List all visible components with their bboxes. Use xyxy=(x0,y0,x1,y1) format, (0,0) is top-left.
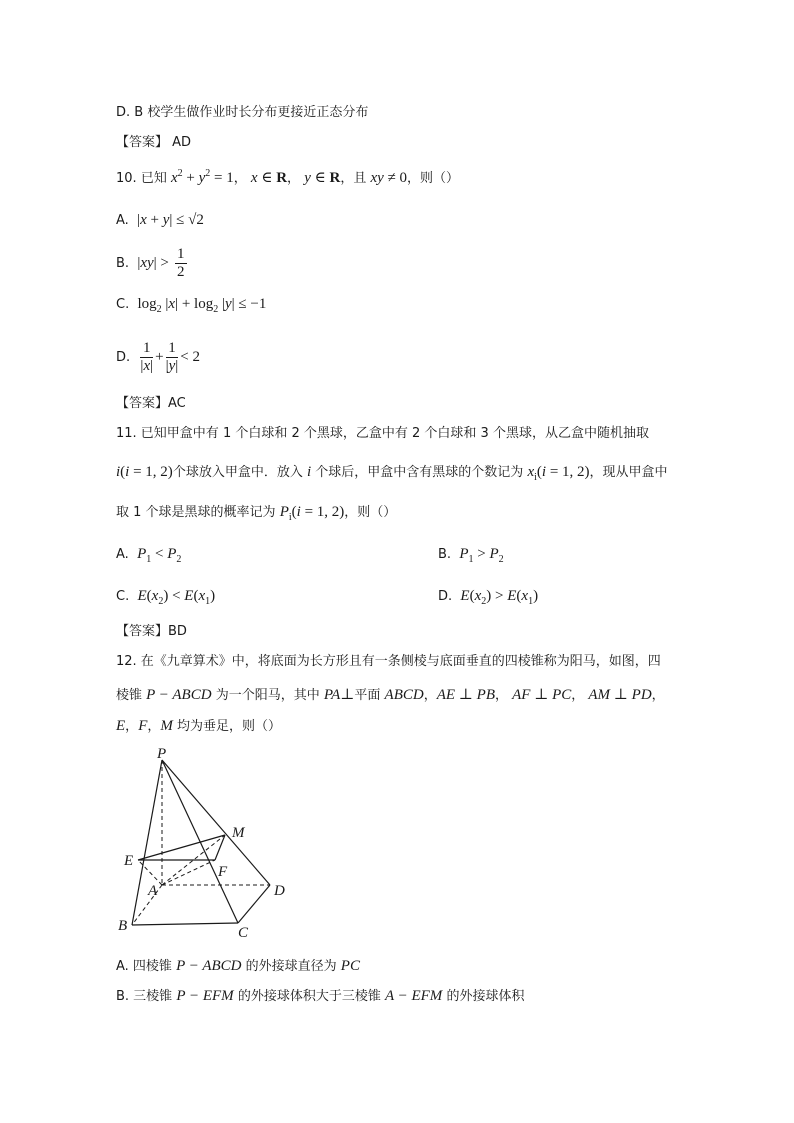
q11-option-b: B. $P_1 > P_2$ xyxy=(438,546,504,565)
q11-option-a: A. $P_1 < P_2$ xyxy=(116,546,182,565)
edge-CD xyxy=(238,885,270,923)
edge-AB xyxy=(132,885,162,925)
label-E: E xyxy=(124,853,134,869)
label-F: F xyxy=(218,864,228,880)
pyramid-figure xyxy=(110,745,300,940)
label-P: P xyxy=(157,746,167,762)
label-D: D xyxy=(274,883,285,899)
q12-option-b: B. 三棱锥 P − EFM 的外接球体积大于三棱锥 A − EFM 的外接球体积 xyxy=(116,988,525,1004)
edge-MF xyxy=(215,835,225,860)
label-A: A xyxy=(148,883,158,899)
edge-EM xyxy=(138,835,225,860)
q10-option-a: A. |x + y| ≤ √2 xyxy=(116,212,204,228)
q11-option-c: C. $E(x_2) < E(x_1)$ xyxy=(116,588,216,607)
q11-answer: 【答案】BD xyxy=(116,624,187,639)
answer-label: 【答案】 xyxy=(116,135,169,150)
q12-stem-line2: 棱锥 P − ABCD 为一个阳马，其中 PA⊥平面 ABCD，AE ⊥ PB， AF ⊥ PC， AM ⊥ PD， xyxy=(116,687,665,703)
q11-stem-line2: i(i = 1, 2)个球放入甲盒中．放入 i 个球后，甲盒中含有黑球的个数记为 $x_i(i = 1$, 2)，现从甲盒中 xyxy=(116,464,668,483)
q9-option-d: D. B 校学生做作业时长分布更接近正态分布 xyxy=(116,105,369,120)
q10-answer: 【答案】AC xyxy=(116,396,186,411)
answer-value: AD xyxy=(172,135,192,150)
label-C: C xyxy=(238,925,249,940)
q12-stem-line1: 12. 在《九章算术》中，将底面为长方形且有一条侧棱与底面垂直的四棱锥称为阳马，如图，四 xyxy=(116,654,661,669)
q11-stem-line3: 取 1 个球是黑球的概率记为 $P_i(i = 1$, 2)，则（） xyxy=(116,504,397,523)
edge-AF xyxy=(162,860,215,885)
q10-option-c: C. $\log_2 |x| + \log_2 |y| \le -1$ xyxy=(116,296,267,315)
q10-stem: 10. 已知 $x^2 + y^2 = 1$， x ∈ R， y ∈ R，且 xy ≠ 0，则（） xyxy=(116,168,460,186)
edge-PC xyxy=(162,760,238,923)
q9-answer xyxy=(116,133,191,153)
q12-stem-line3: E，F，M 均为垂足，则（） xyxy=(116,718,282,734)
edge-PD xyxy=(162,760,270,885)
edge-PB xyxy=(132,760,162,925)
label-M: M xyxy=(232,825,245,841)
q10-option-d: D. $\frac{1}{|x|}$ + $\frac{1}{|y|}$ < 2 xyxy=(116,340,201,374)
edge-BC xyxy=(132,923,238,925)
label-B: B xyxy=(118,918,128,934)
q10-option-b: B. |xy| > $\frac{1}{2}$ xyxy=(116,246,185,280)
q11-option-d: D. $E(x_2) > E(x_1)$ xyxy=(438,588,539,607)
q11-stem-line1: 11. 已知甲盒中有 1 个白球和 2 个黑球，乙盒中有 2 个白球和 3 个黑球，从乙盒中随机抽取 xyxy=(116,426,649,441)
q12-option-a: A. 四棱锥 P − ABCD 的外接球直径为 PC xyxy=(116,958,360,974)
